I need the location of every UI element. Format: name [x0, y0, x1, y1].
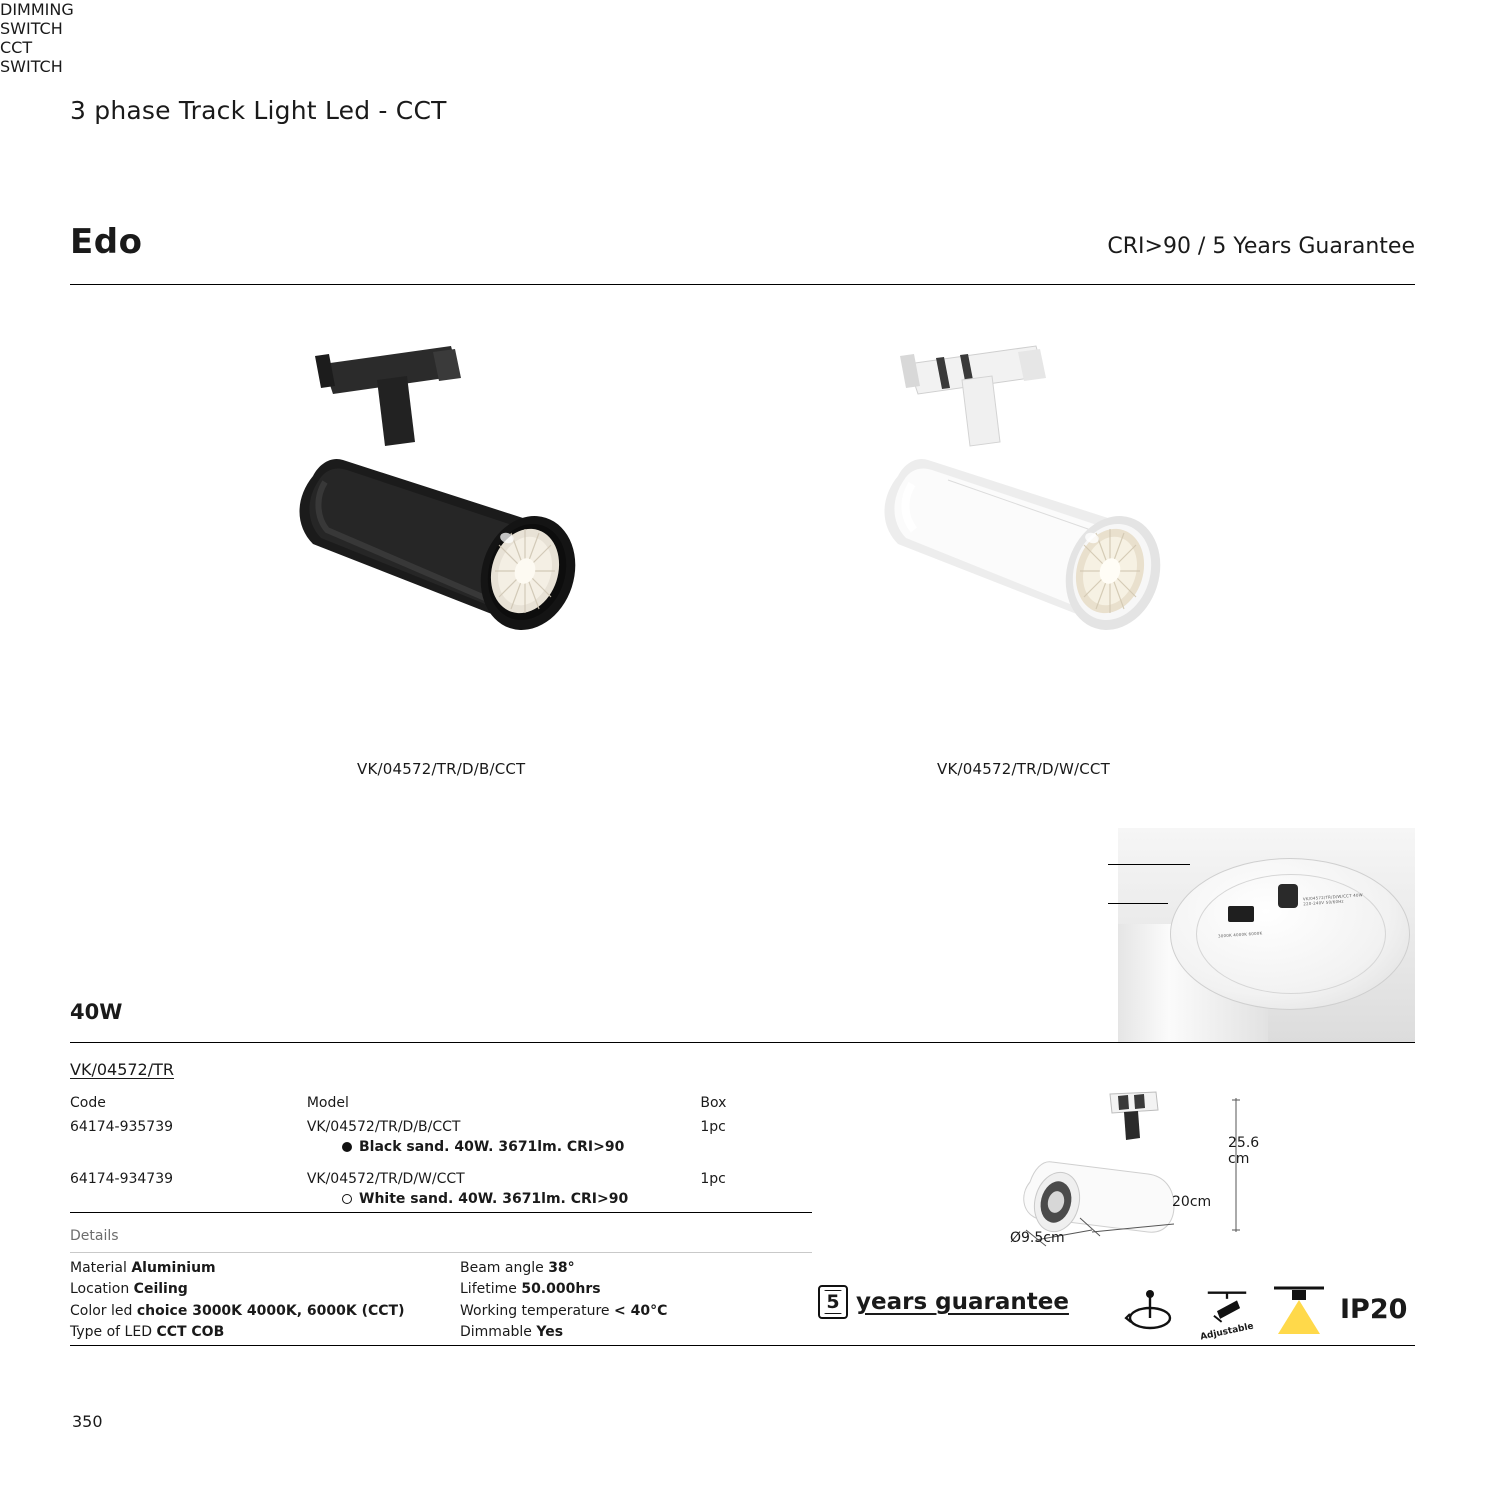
variant-black	[342, 1139, 624, 1155]
table-row-variant	[70, 1191, 770, 1207]
product-label-text: VK/04572/TR/D/W/CCT 40W 220-240V 50/60Hz	[1302, 892, 1363, 907]
brand-row	[70, 222, 1415, 262]
details-heading: Details	[70, 1228, 119, 1244]
table-header-box: Box	[700, 1095, 727, 1111]
swatch-white-icon	[342, 1194, 352, 1204]
page-category-title: 3 phase Track Light Led - CCT	[70, 96, 447, 125]
table-header-code: Code	[70, 1095, 106, 1111]
swatch-black-icon	[342, 1142, 352, 1152]
product-table	[70, 1095, 770, 1223]
dimension-length: 20cm	[1172, 1194, 1212, 1210]
ip-rating-label: IP20	[1340, 1294, 1408, 1325]
spec-working-temperature: Working temperature < 40°C	[460, 1302, 668, 1319]
variant-text: Black sand. 40W. 3671lm. CRI>90	[359, 1139, 625, 1155]
guarantee-badge-group	[818, 1285, 1069, 1319]
variant-white	[342, 1191, 628, 1207]
series-code: VK/04572/TR	[70, 1060, 175, 1079]
spec-location: Location Ceiling	[70, 1281, 188, 1298]
product-code-white: VK/04572/TR/D/W/CCT	[937, 760, 1110, 778]
rotation-icon	[1122, 1288, 1178, 1336]
dimming-switch-knob	[1278, 884, 1298, 908]
adjustable-label: Adjustable	[1199, 1321, 1255, 1343]
table-header-model: Model	[306, 1095, 349, 1111]
guarantee-label: years guarantee	[856, 1289, 1069, 1315]
row-code: 64174-935739	[70, 1119, 174, 1135]
callout-cct-switch: CCT SWITCH	[0, 38, 63, 76]
callout-leader-dimming	[1108, 864, 1190, 865]
row-box: 1pc	[700, 1119, 726, 1135]
dimension-diameter: Ø9.5cm	[1010, 1230, 1065, 1246]
callout-dimming-switch: DIMMING SWITCH	[0, 0, 74, 38]
details-divider-bottom	[70, 1252, 812, 1253]
variant-text: White sand. 40W. 3671lm. CRI>90	[359, 1191, 629, 1207]
beam-icon	[1268, 1282, 1330, 1338]
guarantee-shield-icon: 5	[818, 1285, 848, 1319]
footer-divider	[70, 1345, 1415, 1346]
spec-beam-angle: Beam angle 38°	[460, 1260, 575, 1276]
spec-color-led: Color led choice 3000K 4000K, 6000K (CCT)	[70, 1302, 405, 1319]
row-code: 64174-934739	[70, 1171, 174, 1187]
product-code-black: VK/04572/TR/D/B/CCT	[357, 760, 526, 778]
spec-dimmable: Dimmable Yes	[460, 1323, 564, 1340]
spec-lifetime: Lifetime 50.000hrs	[460, 1281, 601, 1298]
cct-switch-dip	[1228, 906, 1254, 922]
page-title: Edo	[70, 222, 143, 262]
table-row	[70, 1119, 770, 1135]
product-image-black	[255, 330, 675, 660]
table-header-row	[70, 1095, 770, 1111]
wattage-heading: 40W	[70, 1000, 123, 1024]
details-column-right	[460, 1258, 667, 1343]
callout-leader-cct	[1108, 903, 1168, 904]
details-column-left	[70, 1258, 405, 1343]
header-note: CRI>90 / 5 Years Guarantee	[1107, 234, 1415, 259]
header-divider	[70, 284, 1415, 285]
table-row-variant	[70, 1139, 770, 1155]
details-divider-top	[70, 1212, 812, 1213]
row-model: VK/04572/TR/D/W/CCT	[306, 1171, 465, 1187]
adjustable-icon	[1196, 1285, 1258, 1343]
dimension-height: 25.6 cm	[1228, 1135, 1260, 1168]
table-row	[70, 1171, 770, 1187]
wattage-divider	[70, 1042, 1415, 1043]
spec-material: Material Aluminium	[70, 1260, 216, 1276]
row-model: VK/04572/TR/D/B/CCT	[306, 1119, 461, 1135]
product-image-white	[840, 330, 1260, 660]
row-box: 1pc	[700, 1171, 726, 1187]
spec-type-of-led: Type of LED CCT COB	[70, 1323, 225, 1340]
page-number: 350	[72, 1412, 103, 1431]
switch-detail-photo	[1118, 828, 1415, 1043]
cct-values-text: 3000K 4000K 6000K	[1217, 930, 1263, 939]
